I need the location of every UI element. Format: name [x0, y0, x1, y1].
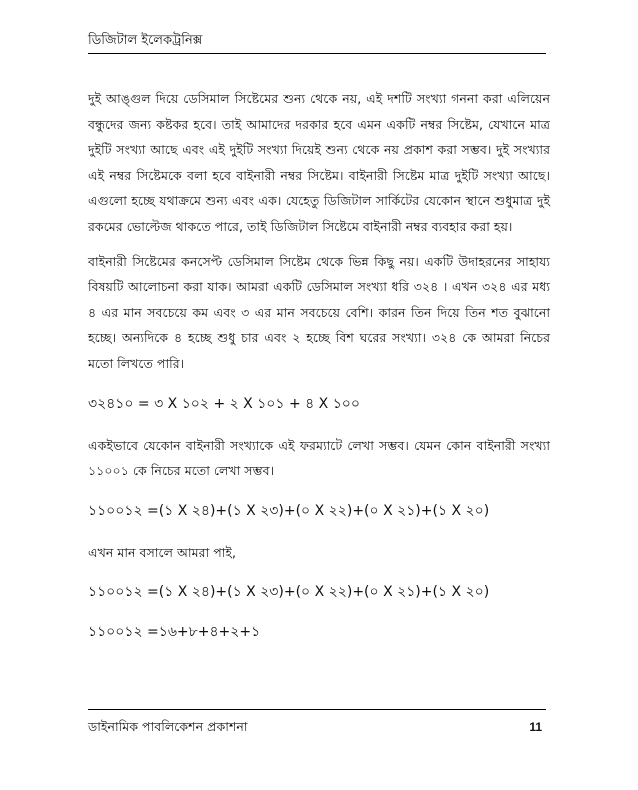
equation-binary-expansion-repeat: ১১০০১২ =(১ X ২৪)+(১ X ২৩)+(০ X ২২)+(০ X ২১)+(১ X ২০)	[88, 584, 490, 601]
page-footer	[88, 709, 546, 736]
equation-binary-expansion: ১১০০১২ =(১ X ২৪)+(১ X ২৩)+(০ X ২২)+(০ X ২১)+(১ X ২০)	[88, 502, 490, 519]
paragraph-decimal-concept: বাইনারী সিষ্টেমের কনসেপ্ট ডেসিমাল সিষ্টেম থেকে ভিন্ন কিছু নয়। একটি উদাহরনের সাহায্য বিষয়টি আলোচনা করা যাক। আমরা একটি ডেসিমাল সংখ্যা ধরি ৩২৪ । এখন ৩২৪ এর মধ্য ৪ এর মান সবচেয়ে কম এবং ৩ এর মান সবচেয়ে বেশি। কারন তিন দিয়ে তিন শত বুঝানো হচ্ছে। অন্যদিকে ৪ হচ্ছে শুধু চার এবং ২ হচ্ছে বিশ ঘরের সংখ্যা। ৩২৪ কে আমরা নিচের মতো লিখতে পারি।	[88, 253, 550, 371]
paragraph-substitute-values: এখন মান বসালে আমরা পাই,	[88, 544, 236, 560]
page-body	[88, 86, 550, 661]
footer-publisher: ডাইনামিক পাবলিকেশন প্রকাশনা	[88, 719, 248, 734]
running-header	[88, 32, 546, 54]
header-title: ডিজিটাল ইলেকট্রনিক্স	[88, 33, 203, 48]
page-number: 11	[529, 720, 542, 734]
paragraph-binary-format: একইভাবে যেকোন বাইনারী সংখ্যাকে এই ফরম্যাটে লেখা সম্ভব। যেমন কোন বাইনারী সংখ্যা ১১০০১ কে নিচের মতো লেখা সম্ভব।	[88, 437, 550, 479]
paragraph-binary-intro: দুই আঙ্গুল দিয়ে ডেসিমাল সিষ্টেমের শুন্য থেকে নয়, এই দশটি সংখ্যা গননা করা এলিয়েন বন্ধুদের জন্য কষ্টকর হবে। তাই আমাদের দরকার হবে এমন একটি নম্বর সিষ্টেম, যেখানে মাত্র দুইটি সংখ্যা আছে এবং এই দুইটি সংখ্যা দিয়েই শুন্য থেকে নয় প্রকাশ করা সম্ভব। দুই সংখ্যার এই নম্বর সিষ্টেমকে বলা হবে বাইনারী নম্বর সিষ্টেম। বাইনারী সিষ্টেম মাত্র দুইটি সংখ্যা আছে। এগুলো হচ্ছে যথাক্রমে শুন্য এবং এক। যেহেতু ডিজিটাল সার্কিটের যেকোন স্থানে শুধুমাত্র দুই রকমের ভোল্টেজ থাকতে পারে, তাই ডিজিটাল সিষ্টেমে বাইনারী নম্বর ব্যবহার করা হয়।	[88, 91, 550, 234]
equation-decimal-expansion: ৩২৪১০ = ৩ X ১০২ + ২ X ১০১ + ৪ X ১০০	[88, 395, 360, 412]
equation-binary-sum: ১১০০১২ =১৬+৮+৪+২+১	[88, 624, 261, 641]
